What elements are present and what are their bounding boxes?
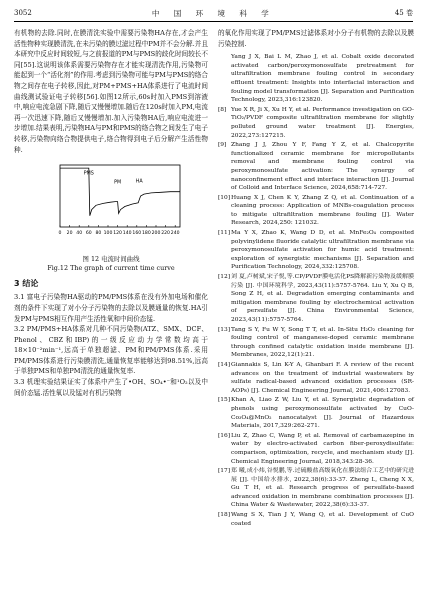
- current-time-chart: [14, 159, 208, 251]
- reference-number: [11]: [218, 230, 231, 237]
- figure-caption-en: Fig.12 The graph of current time curve: [47, 263, 175, 272]
- reference-number: [17]: [218, 468, 231, 475]
- page-header: [14, 6, 413, 20]
- annotation-label: HA: [135, 179, 143, 185]
- section-title: 3 结论: [14, 278, 39, 288]
- reference-text: 刘 夏,卢树斌,宋子悦,等.CP/PVDF膜电活化PS降解新污染物及缓解膜污染 [J]. 中国环境科学, 2023,43(11):5757-5764. Liu Y, Xu Q B, Song Z H, et al. Degradation emerging contaminants and mitigation membrane fouling by electrochemical activation of persulfate [J]. China Environmental Science, 2023,43(11):5757-5764.: [231, 274, 414, 323]
- figure-12: [14, 159, 208, 273]
- reference-text: Wang S X, Tian J Y, Wang Q, et al. Development of CuO coated: [231, 512, 414, 527]
- x-tick-label: 100: [103, 231, 113, 237]
- conclusion-item: 3.3 机理实验结果证实了体系中产生了•OH、SO₄•⁻和¹O₂以及中间价态锰.活性氧以及锰对有机污染物: [14, 378, 208, 397]
- reference-number: [15]: [218, 397, 231, 404]
- left-column: [14, 28, 208, 398]
- annotation-label: PMS: [83, 171, 94, 177]
- reference-text: Tang S Y, Fu W Y, Song T T, et al. In-Situ H₂O₂ cleaning for fouling control of manganese-doped ceramic membrane through confined catalytic oxidation inside membrane [J]. Membranes, 2022,12(1):21.: [231, 326, 414, 359]
- conclusion-continuation: 的氧化作用实现了PM/PMS过滤体系对小分子有机物的去除以及膜污染控制.: [218, 29, 414, 48]
- journal-name: 中 国 环 境 科 学: [151, 8, 275, 18]
- reference-item: [218, 141, 414, 193]
- x-tick-label: 220: [161, 231, 170, 237]
- page-number: 3052: [14, 9, 32, 17]
- x-tick-label: 120: [113, 231, 122, 237]
- x-tick-label: 0: [58, 231, 62, 237]
- reference-list: [218, 53, 414, 528]
- x-tick-label: 60: [85, 231, 92, 237]
- reference-item: [218, 396, 414, 430]
- reference-number: [12]: [218, 274, 231, 281]
- reference-number: [13]: [218, 326, 231, 333]
- reference-number: [8]: [218, 106, 227, 113]
- reference-item: [218, 361, 414, 395]
- reference-text: Liu Z, Zhao C, Wang P, et al. Removal of carbamazepine in water by electro-activated carbon fiber-peroxydisulfate: comparison, optimization, recycle, and mechanism study [J]. Chemical Engineering Journal, 2018,343:28-36.: [231, 432, 414, 465]
- conclusion-item: 3.1 富电子污染物HA驱动的PM/PMS体系在没有外加电场和催化剂的条件下实现了对小分子污染物的去除以及膜通量的恢复.HA引发PM与PMS相互作用产生活性氧和中间价态锰.: [14, 293, 208, 323]
- reference-number: [18]: [218, 512, 231, 519]
- reference-text: Yang J X, Bai L M, Zhao J, et al. Cobalt oxide decorated activated carbon/peroxymonosulfate pretreatment for ultrafiltration membrane fouling control in secondary effluent treatment: Insights into interfacial interaction and fouling model transformation [J]. Separation and Purification Technology, 2023,316:123820.: [231, 54, 414, 104]
- volume-label: 45 卷: [394, 9, 413, 17]
- x-tick-label: 200: [151, 231, 161, 237]
- reference-item: [218, 194, 414, 228]
- right-column: [218, 28, 414, 529]
- reference-number: [9]: [218, 142, 227, 149]
- reference-item: [218, 432, 414, 466]
- reference-text: Yue X R, Ji X, Xu H Y, et al. Performance investigation on GO-TiO₂/PVDF composite ultrafiltration membrane for slightly polluted ground water treatment [J]. Energies, 2022,273:127215.: [231, 106, 414, 139]
- reference-number: [10]: [218, 194, 231, 201]
- reference-number: [218, 53, 231, 105]
- x-tick-label: 20: [66, 231, 73, 237]
- reference-text: Khan A, Liao Z W, Liu Y, et al. Synergistic degradation of phenols using peroxymonosulfate activated by CuO-Co₃O₄@MnO₂ nanocatalyst [J]. Journal of Hazardous Materials, 2017,329:262-271.: [231, 397, 414, 430]
- annotation-group: [84, 170, 144, 185]
- reference-text: Giannakis S, Lin K-Y A, Ghanbari F. A review of the recent advances on the treatment of industrial wastewaters by sulfate radical-based advanced oxidation processes (SR-AOPs) [J]. Chemical Engineering Journal, 2021,406:127083.: [231, 361, 414, 394]
- plot-frame: [60, 165, 180, 227]
- figure-caption-cn: 图 12 电流时间曲线: [82, 254, 140, 263]
- reference-text: Zhang J J, Zhou Y F, Fang Y Z, et al. Chalcopyrite functionalized ceramic membrane for micropollutants removal and membrane fouling control via peroxymonosulfate activation: The synergy of nanoconfinement effect and interface interaction [J]. Journal of Colloid and Interface Science, 2024,658:714-727.: [231, 142, 414, 192]
- reference-text: 郑 曦,成小炜,谷悦鹏,等.过硫酸盐高级氧化在膜法组合工艺中的研究进展 [J]. 中国给水排水, 2022,38(6):33-37. Zheng L, Cheng X X, Gu T H, et al. Research progress of persulfate-based advanced oxidation in membrane combination processes [J]. China Water & Wastewater, 2022,38(6):33-37.: [231, 468, 414, 509]
- reference-item: [218, 273, 414, 325]
- header-rule: [14, 21, 413, 22]
- x-tick-label: 240: [170, 231, 180, 237]
- reference-number: [14]: [218, 361, 231, 368]
- reference-item: [218, 106, 414, 140]
- conclusion-item: 3.2 PM/PMS+HA体系对几种不同污染物(ATZ、SMX、DCF、Phenol、CBZ和IBP)的一级反应动力学常数均高于18×10⁻²min⁻¹,远高于单独超滤、PM和PM/PMS体系.采用PM/PMS体系进行污染膜清洗,通量恢复率能够达到98.51%,远高于单独PMS和单独PM清洗的通量恢复率.: [14, 325, 208, 376]
- current-curve: [60, 168, 180, 216]
- reference-item: [218, 511, 414, 528]
- reference-text: Ma Y X, Zhao K, Wang D D, et al. MnFe₂O₄ composited polyvinylidene fluoride catalytic ultrafiltration membrane via peroxymonosulfate activation for humic acid treatment: exploration of synergistic mechanisms [J]. Separation and Purification Technology, 2024,332:125708.: [231, 230, 414, 271]
- x-tick-label: 140: [122, 231, 132, 237]
- x-tick-label: 180: [142, 231, 151, 237]
- reference-item: [218, 53, 414, 105]
- x-tick-label: 40: [76, 231, 83, 237]
- x-tick-label: 160: [132, 231, 142, 237]
- annotation-label: PM: [114, 180, 122, 186]
- reference-item: [218, 326, 414, 360]
- reference-text: Huang X J, Chen K Y, Zhang Z Q, et al. Continuation of a cleaning process: Application of MNBs-coagulation process to mitigate ultrafiltration membrane fouling [J]. Water Research, 2024,250: 121032.: [231, 194, 414, 227]
- reference-item: [218, 229, 414, 272]
- reference-item: [218, 467, 414, 510]
- x-tick-label: 80: [95, 231, 102, 237]
- reference-number: [16]: [218, 432, 231, 439]
- body-paragraph: 有机物的去除.同时,在膜清洗实验中需要污染物HA存在,才会产生活性物种实现膜清洗,在未污染的膜过滤过程中PM并不会分解.并且本研究中反应时间较短,与之前报道的PM与PMS的歧化时间较长不同[55].这说明该体系需要污染物存在才能实现清洗作用,污染物可能起到一个“活化剂”的作用.考虑到污染物可能与PM与PMS的络合物之间存在电子转移,因此,对PM+PMS+HA体系进行了电流时间曲线测试验证电子转移[56].如图12所示,60s时加入PMS到溶液中,响应电流急剧下降,随后又慢慢增加.随后在120s时加入PM,电流再一次迅速下降,随后又慢慢增加.加入污染物HA后,响应电流进一步增加.结果表明,污染物HA与PM和PMS的络合物之间发生了电子转移,污染物向络合物提供电子,络合物得到电子后分解产生活性物种.: [14, 29, 208, 154]
